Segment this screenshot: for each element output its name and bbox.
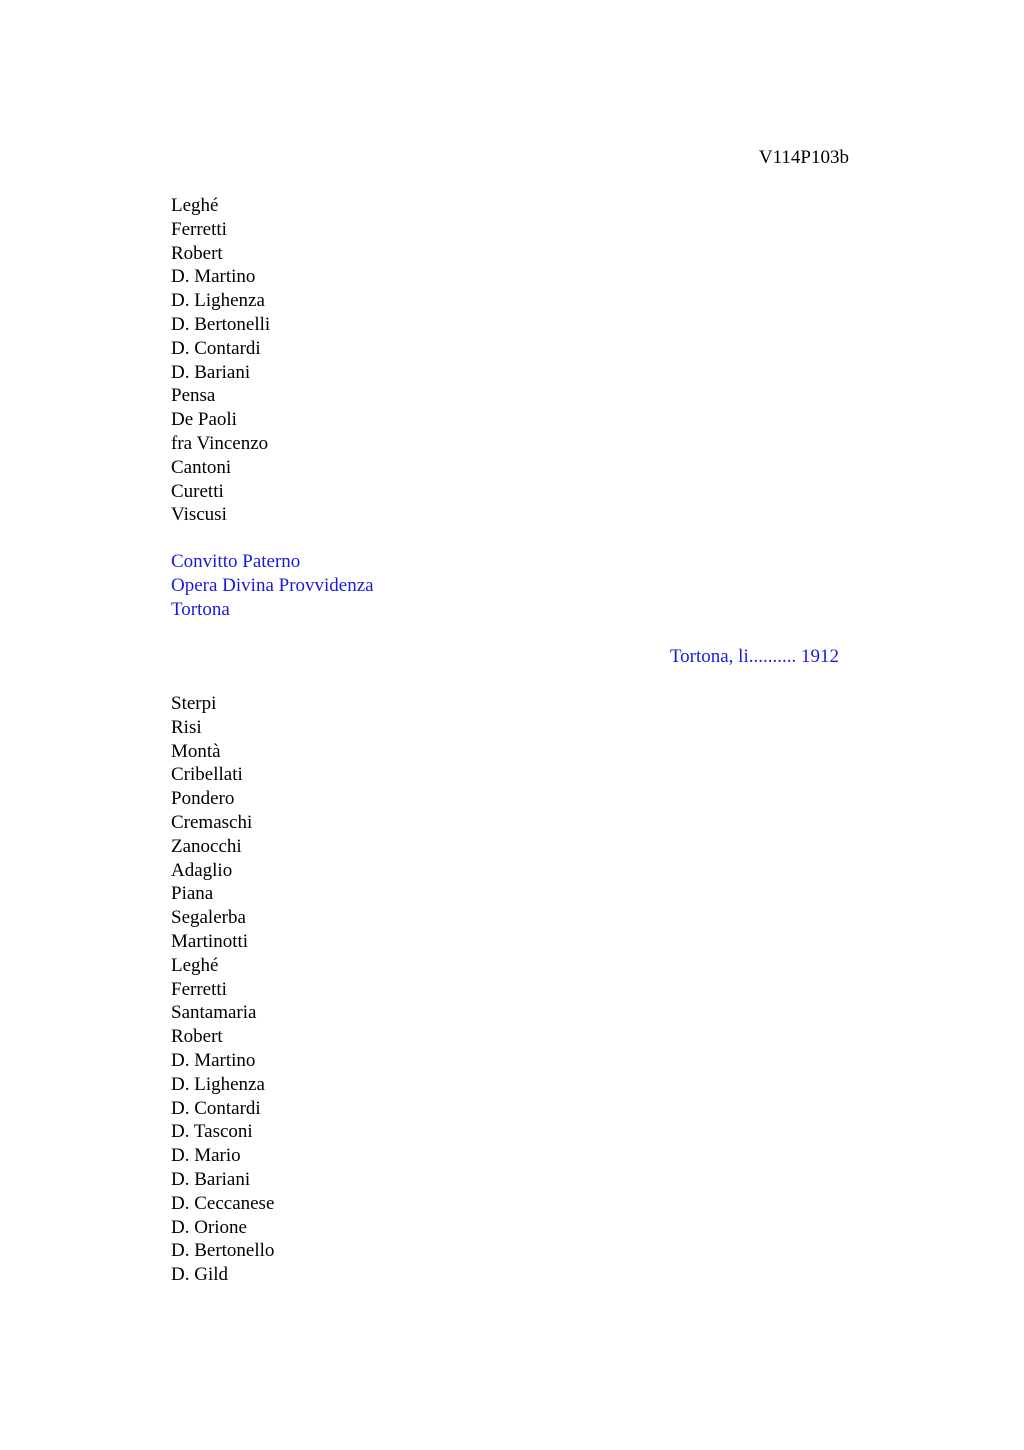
list-item: D. Gild <box>171 1264 228 1286</box>
list-item: Zanocchi <box>171 835 242 857</box>
list-item: Robert <box>171 1026 223 1048</box>
list-item: D. Orione <box>171 1216 247 1238</box>
list-item: fra Vincenzo <box>171 432 269 454</box>
list-item: D. Martino <box>171 266 256 288</box>
list-item: Cribellati <box>171 764 243 786</box>
list-item: Risi <box>171 716 202 738</box>
letterhead <box>171 550 374 621</box>
list-item: Cremaschi <box>171 811 253 833</box>
list-item: D. Mario <box>171 1145 241 1167</box>
list-item: D. Bariani <box>171 361 251 383</box>
list-item: Martinotti <box>171 930 249 952</box>
list-item: Ferretti <box>171 218 227 240</box>
first-name-list <box>171 194 270 527</box>
list-item: D. Contardi <box>171 1097 261 1119</box>
letterhead-line: Tortona <box>171 598 230 620</box>
list-item: D. Bertonello <box>171 1240 275 1262</box>
list-item: D. Contardi <box>171 337 261 359</box>
list-item: D. Ceccanese <box>171 1192 275 1214</box>
second-name-list <box>171 692 274 1287</box>
list-item: Pondero <box>171 788 235 810</box>
date-line: Tortona, li.......... 1912 <box>669 646 839 667</box>
list-item: D. Lighenza <box>171 290 265 312</box>
list-item: D. Tasconi <box>171 1121 253 1143</box>
list-item: Adaglio <box>171 859 233 881</box>
letterhead-line: Opera Divina Provvidenza <box>171 574 374 596</box>
list-item: D. Martino <box>171 1049 256 1071</box>
list-item: Leghé <box>171 954 219 976</box>
list-item: Montà <box>171 740 221 762</box>
list-item: Viscusi <box>171 504 227 526</box>
list-item: Segalerba <box>171 907 246 929</box>
letterhead-line: Convitto Paterno <box>171 551 301 572</box>
list-item: D. Bertonelli <box>171 313 271 335</box>
list-item: Curetti <box>171 480 224 502</box>
list-item: D. Lighenza <box>171 1073 265 1095</box>
document-reference: V114P103b <box>758 147 849 168</box>
list-item: D. Bariani <box>171 1168 251 1190</box>
list-item: Pensa <box>171 385 216 407</box>
list-item: De Paoli <box>171 409 237 431</box>
list-item: Sterpi <box>171 693 217 714</box>
list-item: Robert <box>171 242 223 264</box>
list-item: Leghé <box>171 195 219 216</box>
list-item: Santamaria <box>171 1002 257 1024</box>
list-item: Ferretti <box>171 978 227 1000</box>
list-item: Cantoni <box>171 456 232 478</box>
list-item: Piana <box>171 883 214 905</box>
